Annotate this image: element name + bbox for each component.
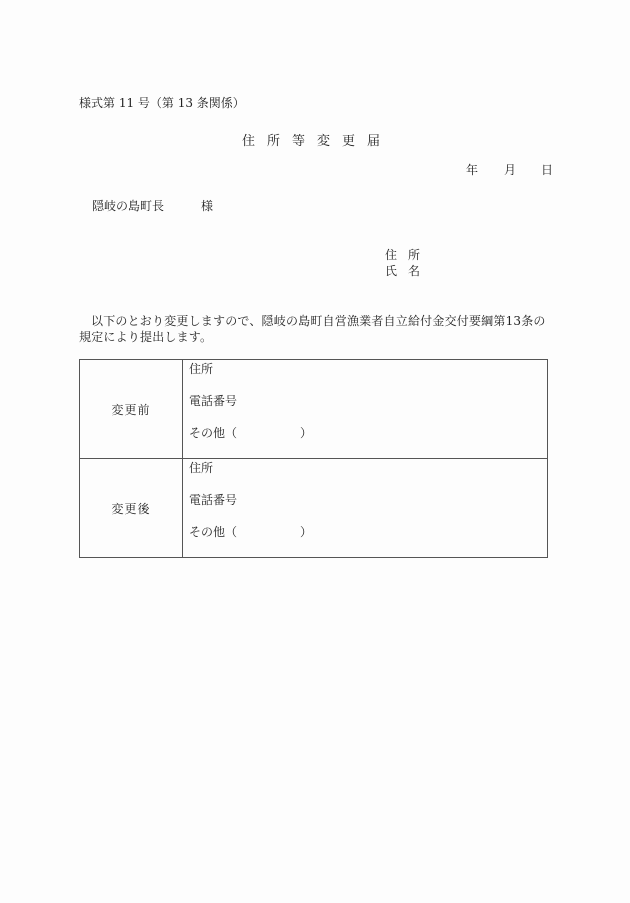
form-number: 様式第 11 号（第 13 条関係） (79, 96, 245, 110)
field-other-close-after: ） (300, 525, 313, 539)
fields-before (183, 360, 548, 459)
addressee-name: 隠岐の島町長 (92, 199, 165, 213)
field-address-before: 住所 (189, 362, 214, 376)
field-other-label-after: その他（ (189, 525, 238, 539)
body-text: 以下のとおり変更しますので、隠岐の島町自営漁業者自立給付金交付要綱第13条の規定により提出します。 (79, 314, 546, 344)
row-label-after: 変更後 (80, 459, 183, 558)
applicant-address-label: 住所 (385, 248, 432, 262)
date-month-label: 月 (504, 163, 517, 177)
field-other-before (189, 426, 547, 458)
field-phone-after: 電話番号 (189, 493, 238, 507)
row-label-before: 変更前 (80, 360, 183, 459)
addressee-honorific: 様 (201, 199, 214, 213)
change-table (79, 359, 548, 558)
field-phone-before: 電話番号 (189, 394, 238, 408)
table-row-after (80, 459, 548, 558)
document-title: 住所等変更届 (242, 134, 393, 149)
field-other-label-before: その他（ (189, 426, 238, 440)
field-other-after (189, 525, 547, 557)
field-address-after: 住所 (189, 461, 214, 475)
field-other-close-before: ） (300, 426, 313, 440)
date-year-label: 年 (466, 163, 479, 177)
applicant-name-label: 氏名 (385, 264, 432, 278)
table-row-before (80, 360, 548, 459)
fields-after (183, 459, 548, 558)
date-day-label: 日 (541, 163, 554, 177)
